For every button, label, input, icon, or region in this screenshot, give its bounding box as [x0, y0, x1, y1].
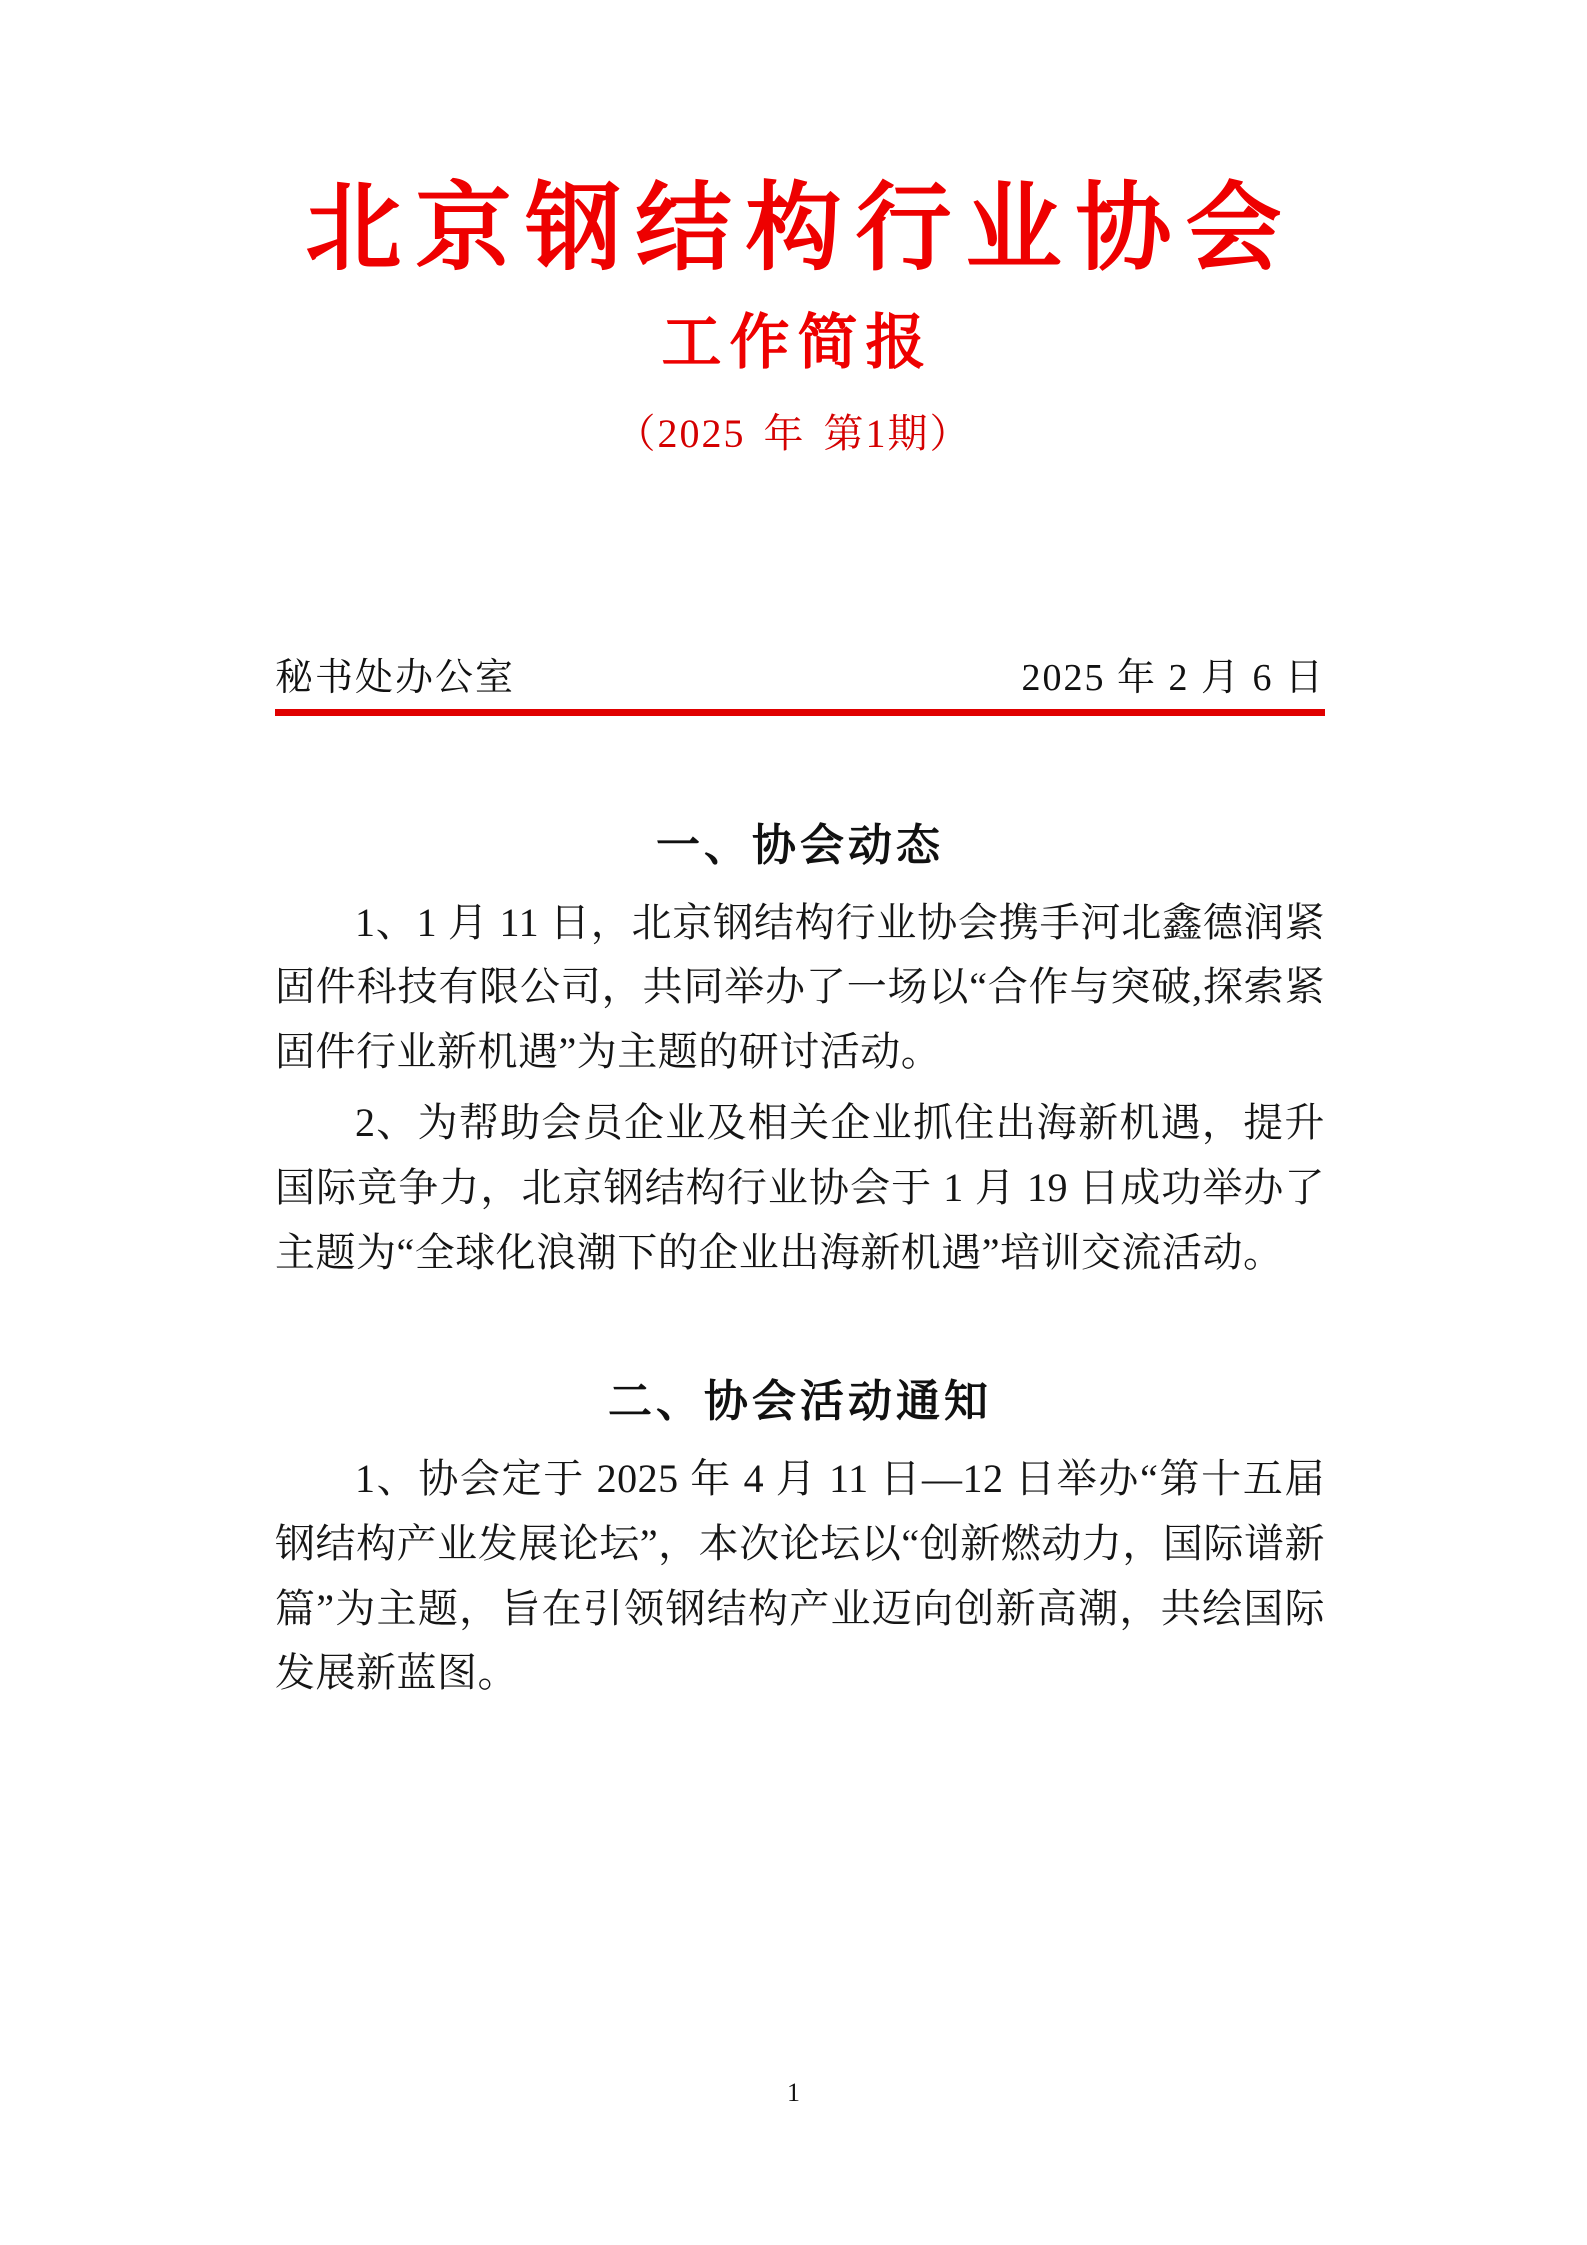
section-heading-2: 二、协会活动通知 — [608, 1377, 992, 1427]
issue-line — [0, 412, 1587, 456]
section-2-paragraph-1: 1、协会定于 2025 年 4 月 11 日—12 日举办“第十五届钢结构产业发展论坛”，本次论坛以“创新燃动力，国际谱新篇”为主题，旨在引领钢结构产业迈向创新高潮，共绘国际发展新蓝图。 — [275, 1455, 1325, 1696]
section-1-paragraph-1: 1、1 月 11 日，北京钢结构行业协会携手河北鑫德润紧固件科技有限公司，共同举办了一场以“合作与突破,探索紧固件行业新机遇”为主题的研讨活动。 — [275, 899, 1325, 1075]
page-number: 1 — [787, 2078, 800, 2107]
organization-title: 北京钢结构行业协会 — [305, 171, 1296, 284]
issuer-block — [275, 655, 1325, 716]
issue-number: 第1期） — [823, 410, 972, 456]
masthead — [0, 171, 1587, 456]
red-divider-rule — [275, 709, 1325, 716]
issuing-office: 秘书处办公室 — [275, 657, 516, 699]
section-1-paragraph-2: 2、为帮助会员企业及相关企业抓住出海新机遇，提升国际竞争力，北京钢结构行业协会于 1 月 19 日成功举办了主题为“全球化浪潮下的企业出海新机遇”培训交流活动。 — [275, 1099, 1325, 1275]
document-body — [275, 815, 1325, 1712]
issue-date: 2025 年 2 月 6 日 — [1021, 657, 1325, 699]
document-title: 工作简报 — [661, 307, 934, 378]
issue-prefix: （2025 — [615, 410, 746, 456]
section-heading-1: 一、协会动态 — [656, 821, 944, 870]
issuer-row — [275, 655, 1325, 703]
issue-year-unit: 年 — [763, 410, 806, 456]
